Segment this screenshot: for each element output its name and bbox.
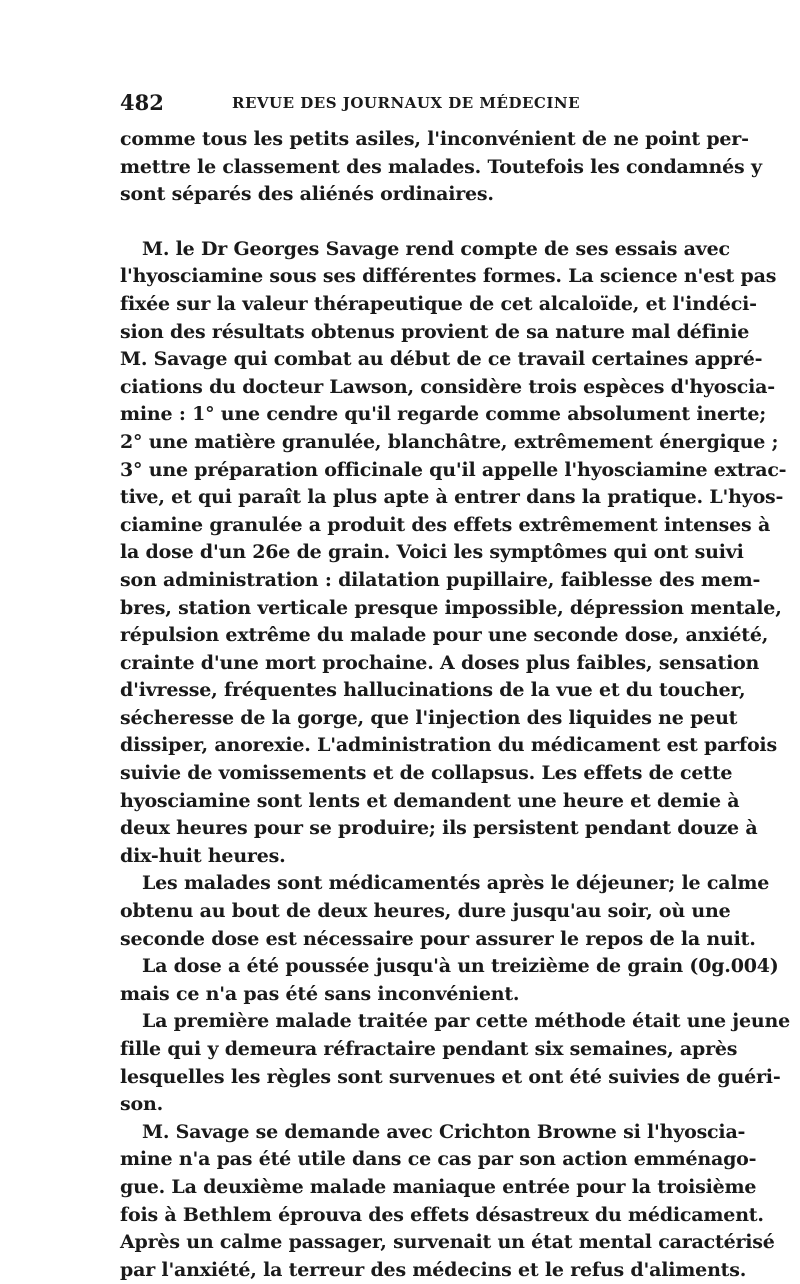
text-line: M. Savage se demande avec Crichton Browne si l'hyoscia-: [142, 1120, 746, 1143]
running-head: REVUE DES JOURNAUX DE MÉDECINE: [232, 94, 581, 112]
book-page: [120, 90, 790, 1284]
text-line: répulsion extrême du malade pour une seconde dose, anxiété,: [120, 624, 769, 647]
text-line: mine : 1° une cendre qu'il regarde comme absolument inerte;: [120, 403, 767, 426]
text-line: hyosciamine sont lents et demandent une heure et demie à: [120, 789, 740, 812]
page-number: 482: [120, 90, 164, 115]
text-line: la dose d'un 26e de grain. Voici les symptômes qui ont suivi: [120, 541, 744, 564]
text-line: Après un calme passager, survenait un état mental caractérisé: [120, 1231, 775, 1254]
text-line: son.: [120, 1093, 163, 1116]
text-line: M. le Dr Georges Savage rend compte de ses essais avec: [142, 237, 730, 260]
text-line: mettre le classement des malades. Toutefois les condamnés y: [120, 155, 762, 178]
text-line: lesquelles les règles sont survenues et ont été suivies de guéri-: [120, 1065, 781, 1088]
text-line: dix-huit heures.: [120, 844, 286, 867]
paragraph-savage-report: [120, 236, 787, 871]
text-line: 3° une préparation officinale qu'il appelle l'hyosciamine extrac-: [120, 458, 787, 481]
paragraph-dose-increase: [120, 953, 779, 1008]
text-line: gue. La deuxième malade maniaque entrée pour la troisième: [120, 1175, 757, 1198]
text-line: fois à Bethlem éprouva des effets désastreux du médicament.: [120, 1203, 764, 1226]
text-line: M. Savage qui combat au début de ce travail certaines appré-: [120, 348, 763, 371]
body-text: [120, 126, 790, 1284]
text-line: comme tous les petits asiles, l'inconvénient de ne point per-: [120, 128, 749, 150]
text-line: mine n'a pas été utile dans ce cas par son action emménago-: [120, 1148, 757, 1171]
text-line: bres, station verticale presque impossible, dépression mentale,: [120, 596, 782, 619]
text-line: fixée sur la valeur thérapeutique de cet alcaloïde, et l'indéci-: [120, 292, 757, 315]
text-line: seconde dose est nécessaire pour assurer le repos de la nuit.: [120, 927, 756, 950]
text-line: par l'anxiété, la terreur des médecins et le refus d'aliments.: [120, 1258, 747, 1281]
text-line: La dose a été poussée jusqu'à un treizième de grain (0g.004): [142, 955, 779, 978]
text-line: Les malades sont médicamentés après le déjeuner; le calme: [142, 872, 770, 895]
paragraph-second-patient: [120, 1119, 775, 1284]
text-line: sécheresse de la gorge, que l'injection des liquides ne peut: [120, 706, 738, 729]
text-line: ciamine granulée a produit des effets extrêmement intenses à: [120, 513, 771, 536]
text-line: dissiper, anorexie. L'administration du médicament est parfois: [120, 734, 777, 757]
text-line: sont séparés des aliénés ordinaires.: [120, 183, 494, 206]
text-line: fille qui y demeura réfractaire pendant six semaines, après: [120, 1038, 738, 1060]
text-line: son administration : dilatation pupillaire, faiblesse des mem-: [120, 568, 761, 591]
text-line: mais ce n'a pas été sans inconvénient.: [120, 982, 520, 1005]
page-header: [120, 90, 680, 120]
text-line: La première malade traitée par cette méthode était une jeune: [142, 1010, 790, 1033]
text-line: ciations du docteur Lawson, considère trois espèces d'hyoscia-: [120, 375, 775, 398]
text-line: suivie de vomissements et de collapsus. Les effets de cette: [120, 762, 733, 785]
text-line: deux heures pour se produire; ils persistent pendant douze à: [120, 817, 758, 840]
text-line: d'ivresse, fréquentes hallucinations de la vue et du toucher,: [120, 679, 746, 702]
paragraph-dosing: [120, 870, 770, 953]
text-line: tive, et qui paraît la plus apte à entrer dans la pratique. L'hyos-: [120, 486, 784, 509]
paragraph-continuation: [120, 126, 762, 209]
text-line: l'hyosciamine sous ses différentes formes. La science n'est pas: [120, 265, 777, 288]
text-line: obtenu au bout de deux heures, dure jusqu'au soir, où une: [120, 900, 731, 923]
text-line: crainte d'une mort prochaine. A doses plus faibles, sensation: [120, 651, 760, 674]
paragraph-first-patient: [120, 1008, 790, 1118]
text-line: 2° une matière granulée, blanchâtre, extrêmement énergique ;: [120, 430, 779, 453]
text-line: sion des résultats obtenus provient de sa nature mal définie: [120, 320, 750, 343]
